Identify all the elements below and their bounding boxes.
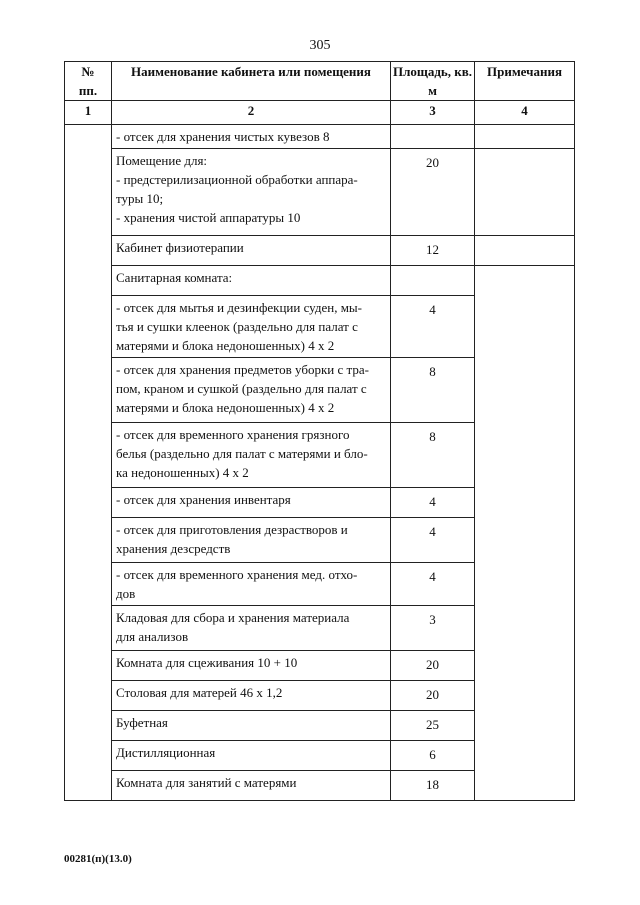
room-area-cell: 20 xyxy=(391,681,475,711)
room-name-line: для анализов xyxy=(116,629,189,644)
room-area-cell: 4 xyxy=(391,296,475,358)
room-name-cell xyxy=(112,488,391,518)
room-name-cell xyxy=(112,563,391,606)
room-name-cell xyxy=(112,681,391,711)
room-name-line: - отсек для хранения чистых кувезов 8 xyxy=(116,129,330,144)
room-name-line: Кладовая для сбора и хранения материала xyxy=(116,610,350,625)
column-number-3: 3 xyxy=(391,101,475,125)
page-number: 305 xyxy=(309,38,331,53)
table-row xyxy=(65,125,575,149)
room-area-cell: 3 xyxy=(391,606,475,651)
room-name-line: Дистилляционная xyxy=(116,745,216,760)
row-number-cell xyxy=(65,125,112,801)
room-name-cell xyxy=(112,423,391,488)
room-area-cell: 6 xyxy=(391,741,475,771)
room-name-cell xyxy=(112,741,391,771)
room-name-cell xyxy=(112,266,391,296)
room-name-line: Комната для сцеживания 10 + 10 xyxy=(116,655,298,670)
room-name-line: - предстерилизационной обработки аппара- xyxy=(116,172,358,187)
room-area-cell xyxy=(391,125,475,149)
room-name-line: - отсек для хранения предметов уборки с тра- xyxy=(116,362,369,377)
table-header-row xyxy=(65,62,575,101)
room-name-line: хранения дезсредств xyxy=(116,541,231,556)
column-number-4: 4 xyxy=(475,101,575,125)
room-area-cell: 8 xyxy=(391,423,475,488)
room-name-cell xyxy=(112,236,391,266)
room-name-cell xyxy=(112,296,391,358)
room-area-cell: 4 xyxy=(391,563,475,606)
room-area-cell: 20 xyxy=(391,651,475,681)
room-name-cell xyxy=(112,518,391,563)
room-area-cell: 4 xyxy=(391,488,475,518)
column-number-1: 1 xyxy=(65,101,112,125)
room-name-line: Санитарная комната: xyxy=(116,270,233,285)
room-name-line: пом, краном и сушкой (раздельно для палат с xyxy=(116,381,367,396)
room-name-line: - хранения чистой аппаратуры 10 xyxy=(116,210,301,225)
notes-cell xyxy=(475,149,575,236)
room-name-cell xyxy=(112,149,391,236)
room-area-cell xyxy=(391,266,475,296)
room-name-line: туры 10; xyxy=(116,191,164,206)
table-row xyxy=(65,236,575,266)
room-name-line: - отсек для временного хранения грязного xyxy=(116,427,350,442)
room-name-cell xyxy=(112,771,391,801)
room-name-cell xyxy=(112,358,391,423)
room-name-line: белья (раздельно для палат с матерями и бло- xyxy=(116,446,368,461)
room-area-cell: 12 xyxy=(391,236,475,266)
room-area-cell: 8 xyxy=(391,358,475,423)
room-name-cell xyxy=(112,651,391,681)
header-number: № пп. xyxy=(65,62,112,101)
room-name-cell xyxy=(112,125,391,149)
room-area-cell: 4 xyxy=(391,518,475,563)
room-name-line: - отсек для мытья и дезинфекции суден, мы- xyxy=(116,300,362,315)
room-name-line: матерями и блока недоношенных) 4 x 2 xyxy=(116,400,335,415)
table-row xyxy=(65,149,575,236)
room-name-line: матерями и блока недоношенных) 4 x 2 xyxy=(116,338,335,353)
header-area: Площадь, кв. м xyxy=(391,62,475,101)
room-name-line: Буфетная xyxy=(116,715,168,730)
column-number-row xyxy=(65,101,575,125)
room-area-cell: 18 xyxy=(391,771,475,801)
rooms-table xyxy=(64,61,575,801)
room-name-line: - отсек для временного хранения мед. отхо- xyxy=(116,567,358,582)
room-area-cell: 20 xyxy=(391,149,475,236)
room-name-line: Комната для занятий с матерями xyxy=(116,775,297,790)
header-notes: Примечания xyxy=(475,62,575,101)
room-name-line: ка недоношенных) 4 x 2 xyxy=(116,465,249,480)
document-code: 00281(п)(13.0) xyxy=(64,853,132,865)
room-name-line: Помещение для: xyxy=(116,153,208,168)
notes-cell xyxy=(475,236,575,266)
room-name-cell xyxy=(112,606,391,651)
notes-cell xyxy=(475,125,575,149)
room-name-cell xyxy=(112,711,391,741)
room-name-line: - отсек для хранения инвентаря xyxy=(116,492,291,507)
room-name-line: дов xyxy=(116,586,136,601)
room-name-line: Столовая для матерей 46 x 1,2 xyxy=(116,685,283,700)
room-name-line: тья и сушки клеенок (раздельно для палат с xyxy=(116,319,358,334)
room-name-line: Кабинет физиотерапии xyxy=(116,240,244,255)
header-name: Наименование кабинета или помещения xyxy=(112,62,391,101)
column-number-2: 2 xyxy=(112,101,391,125)
notes-cell xyxy=(475,266,575,801)
table-row xyxy=(65,266,575,296)
room-name-line: - отсек для приготовления дезрастворов и xyxy=(116,522,348,537)
room-area-cell: 25 xyxy=(391,711,475,741)
